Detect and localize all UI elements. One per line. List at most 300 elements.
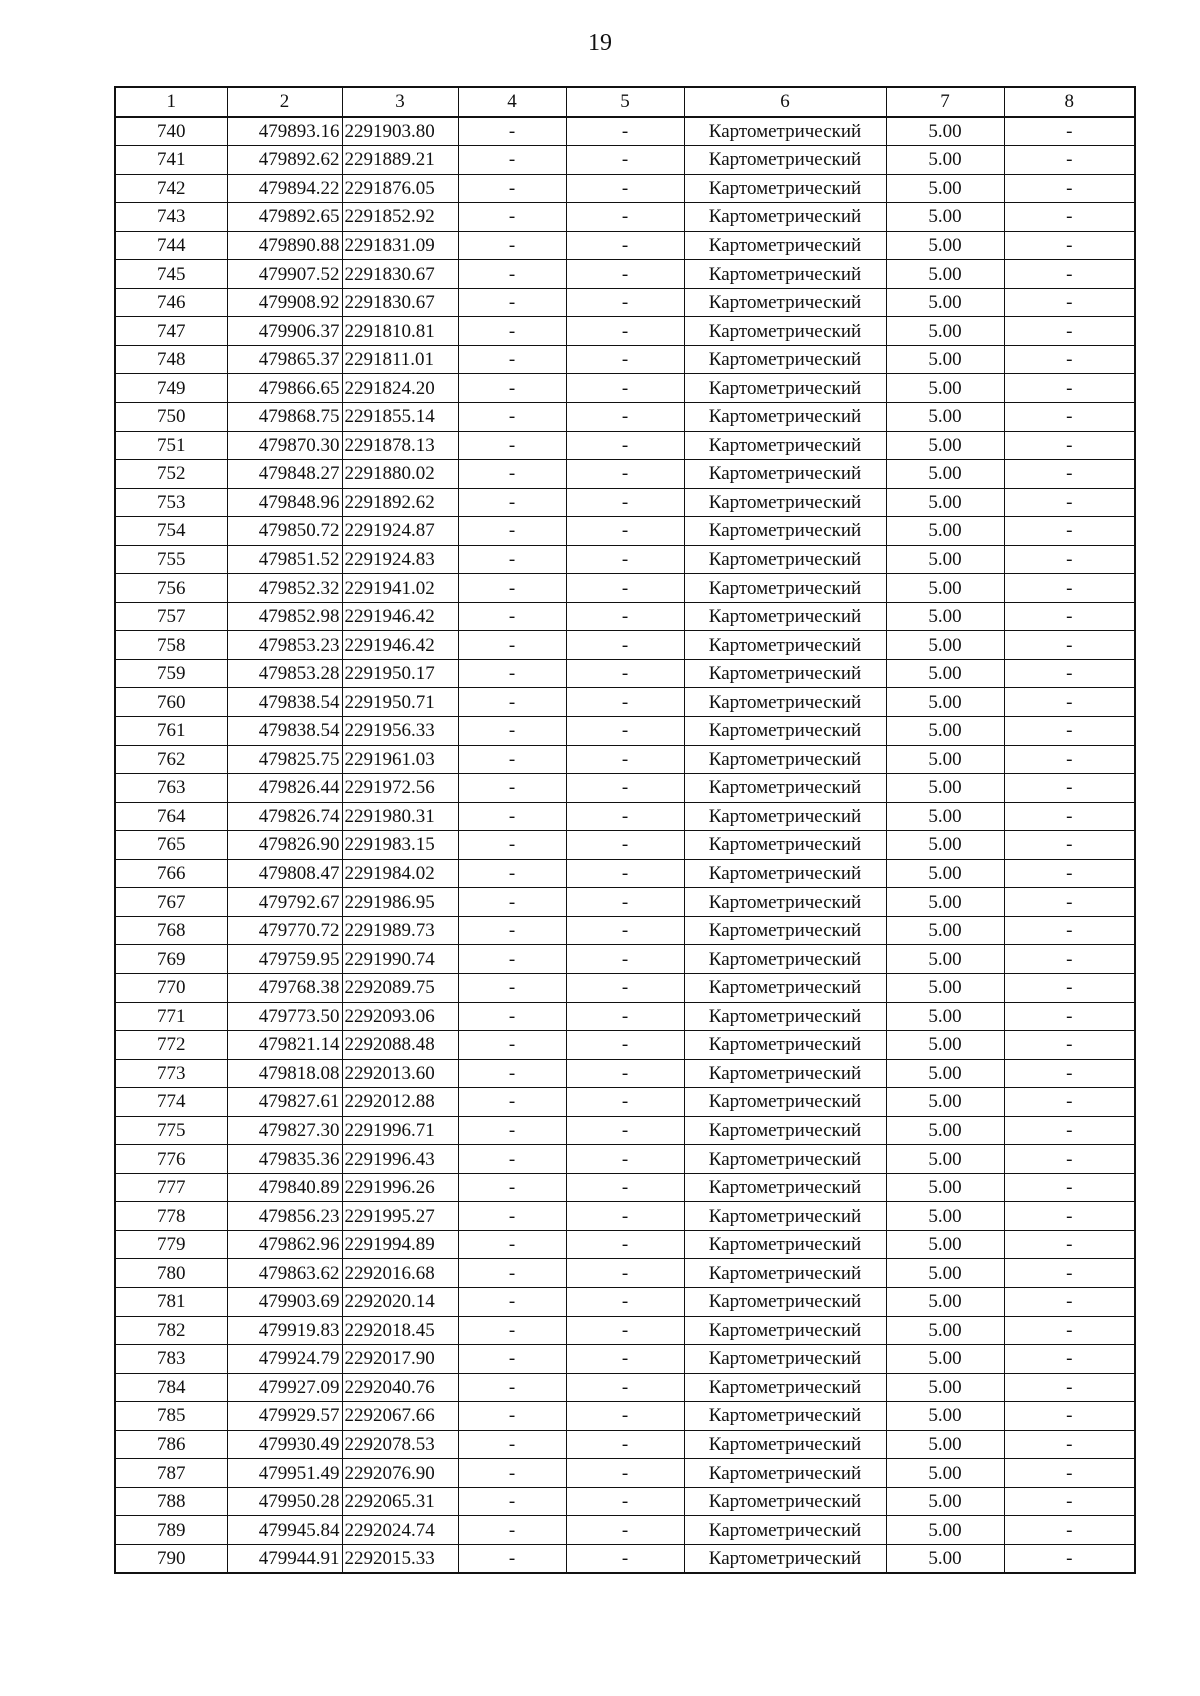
y-coordinate-cell: 2292088.48 xyxy=(342,1031,458,1060)
column-5-cell: - xyxy=(566,631,684,660)
y-coordinate-cell: 2291961.03 xyxy=(342,745,458,774)
x-coordinate-cell: 479863.62 xyxy=(227,1259,342,1288)
column-5-cell: - xyxy=(566,888,684,917)
x-coordinate-cell: 479792.67 xyxy=(227,888,342,917)
column-8-cell: - xyxy=(1004,403,1135,432)
accuracy-cell: 5.00 xyxy=(886,1088,1004,1117)
y-coordinate-cell: 2291984.02 xyxy=(342,859,458,888)
column-8-cell: - xyxy=(1004,1230,1135,1259)
y-coordinate-cell: 2292018.45 xyxy=(342,1316,458,1345)
y-coordinate-cell: 2292020.14 xyxy=(342,1287,458,1316)
table-row xyxy=(115,802,1135,831)
accuracy-cell: 5.00 xyxy=(886,916,1004,945)
x-coordinate-cell: 479848.27 xyxy=(227,460,342,489)
table-row xyxy=(115,631,1135,660)
accuracy-cell: 5.00 xyxy=(886,945,1004,974)
y-coordinate-cell: 2291946.42 xyxy=(342,631,458,660)
x-coordinate-cell: 479853.23 xyxy=(227,631,342,660)
column-8-cell: - xyxy=(1004,945,1135,974)
y-coordinate-cell: 2291824.20 xyxy=(342,374,458,403)
column-5-cell: - xyxy=(566,1345,684,1374)
method-cell: Картометрический xyxy=(684,574,886,603)
accuracy-cell: 5.00 xyxy=(886,260,1004,289)
table-row xyxy=(115,602,1135,631)
column-8-cell: - xyxy=(1004,888,1135,917)
x-coordinate-cell: 479838.54 xyxy=(227,717,342,746)
column-8-cell: - xyxy=(1004,916,1135,945)
method-cell: Картометрический xyxy=(684,1116,886,1145)
column-8-cell: - xyxy=(1004,1459,1135,1488)
method-cell: Картометрический xyxy=(684,1259,886,1288)
column-4-cell: - xyxy=(458,260,566,289)
column-5-cell: - xyxy=(566,317,684,346)
table-row xyxy=(115,745,1135,774)
column-4-cell: - xyxy=(458,1544,566,1573)
accuracy-cell: 5.00 xyxy=(886,659,1004,688)
method-cell: Картометрический xyxy=(684,916,886,945)
point-number-cell: 786 xyxy=(115,1430,227,1459)
method-cell: Картометрический xyxy=(684,203,886,232)
column-4-cell: - xyxy=(458,1345,566,1374)
column-8-cell: - xyxy=(1004,688,1135,717)
column-4-cell: - xyxy=(458,1402,566,1431)
x-coordinate-cell: 479870.30 xyxy=(227,431,342,460)
table-row xyxy=(115,1230,1135,1259)
x-coordinate-cell: 479868.75 xyxy=(227,403,342,432)
accuracy-cell: 5.00 xyxy=(886,545,1004,574)
column-8-cell: - xyxy=(1004,1002,1135,1031)
accuracy-cell: 5.00 xyxy=(886,1230,1004,1259)
column-5-cell: - xyxy=(566,146,684,175)
column-4-cell: - xyxy=(458,631,566,660)
table-row xyxy=(115,374,1135,403)
accuracy-cell: 5.00 xyxy=(886,802,1004,831)
point-number-cell: 788 xyxy=(115,1487,227,1516)
column-4-cell: - xyxy=(458,1145,566,1174)
column-4-cell: - xyxy=(458,774,566,803)
column-4-cell: - xyxy=(458,203,566,232)
y-coordinate-cell: 2291980.31 xyxy=(342,802,458,831)
accuracy-cell: 5.00 xyxy=(886,288,1004,317)
column-4-cell: - xyxy=(458,345,566,374)
column-5-cell: - xyxy=(566,574,684,603)
method-cell: Картометрический xyxy=(684,1145,886,1174)
accuracy-cell: 5.00 xyxy=(886,374,1004,403)
table-row xyxy=(115,174,1135,203)
y-coordinate-cell: 2291990.74 xyxy=(342,945,458,974)
table-row xyxy=(115,1031,1135,1060)
accuracy-cell: 5.00 xyxy=(886,1316,1004,1345)
x-coordinate-cell: 479856.23 xyxy=(227,1202,342,1231)
x-coordinate-cell: 479759.95 xyxy=(227,945,342,974)
table-row xyxy=(115,1287,1135,1316)
column-8-cell: - xyxy=(1004,117,1135,146)
y-coordinate-cell: 2292016.68 xyxy=(342,1259,458,1288)
method-cell: Картометрический xyxy=(684,260,886,289)
y-coordinate-cell: 2292089.75 xyxy=(342,973,458,1002)
column-8-cell: - xyxy=(1004,1487,1135,1516)
point-number-cell: 748 xyxy=(115,345,227,374)
point-number-cell: 757 xyxy=(115,602,227,631)
table-row xyxy=(115,117,1135,146)
point-number-cell: 770 xyxy=(115,973,227,1002)
method-cell: Картометрический xyxy=(684,431,886,460)
x-coordinate-cell: 479950.28 xyxy=(227,1487,342,1516)
accuracy-cell: 5.00 xyxy=(886,688,1004,717)
column-8-cell: - xyxy=(1004,1373,1135,1402)
table-row xyxy=(115,1088,1135,1117)
column-8-cell: - xyxy=(1004,260,1135,289)
method-cell: Картометрический xyxy=(684,602,886,631)
column-8-cell: - xyxy=(1004,574,1135,603)
table-row xyxy=(115,659,1135,688)
column-5-cell: - xyxy=(566,1487,684,1516)
y-coordinate-cell: 2291956.33 xyxy=(342,717,458,746)
column-4-cell: - xyxy=(458,317,566,346)
column-8-cell: - xyxy=(1004,745,1135,774)
y-coordinate-cell: 2291994.89 xyxy=(342,1230,458,1259)
point-number-cell: 780 xyxy=(115,1259,227,1288)
accuracy-cell: 5.00 xyxy=(886,973,1004,1002)
method-cell: Картометрический xyxy=(684,688,886,717)
x-coordinate-cell: 479894.22 xyxy=(227,174,342,203)
point-number-cell: 741 xyxy=(115,146,227,175)
method-cell: Картометрический xyxy=(684,1230,886,1259)
point-number-cell: 777 xyxy=(115,1173,227,1202)
method-cell: Картометрический xyxy=(684,403,886,432)
accuracy-cell: 5.00 xyxy=(886,859,1004,888)
accuracy-cell: 5.00 xyxy=(886,146,1004,175)
table-row xyxy=(115,345,1135,374)
accuracy-cell: 5.00 xyxy=(886,1059,1004,1088)
accuracy-cell: 5.00 xyxy=(886,345,1004,374)
method-cell: Картометрический xyxy=(684,717,886,746)
point-number-cell: 766 xyxy=(115,859,227,888)
table-row xyxy=(115,774,1135,803)
accuracy-cell: 5.00 xyxy=(886,403,1004,432)
accuracy-cell: 5.00 xyxy=(886,1173,1004,1202)
y-coordinate-cell: 2291903.80 xyxy=(342,117,458,146)
y-coordinate-cell: 2292024.74 xyxy=(342,1516,458,1545)
column-5-cell: - xyxy=(566,745,684,774)
table-row xyxy=(115,945,1135,974)
x-coordinate-cell: 479862.96 xyxy=(227,1230,342,1259)
x-coordinate-cell: 479907.52 xyxy=(227,260,342,289)
point-number-cell: 782 xyxy=(115,1316,227,1345)
method-cell: Картометрический xyxy=(684,545,886,574)
y-coordinate-cell: 2291989.73 xyxy=(342,916,458,945)
column-8-cell: - xyxy=(1004,1316,1135,1345)
point-number-cell: 758 xyxy=(115,631,227,660)
column-5-cell: - xyxy=(566,1230,684,1259)
point-number-cell: 779 xyxy=(115,1230,227,1259)
point-number-cell: 763 xyxy=(115,774,227,803)
y-coordinate-cell: 2292017.90 xyxy=(342,1345,458,1374)
x-coordinate-cell: 479852.32 xyxy=(227,574,342,603)
column-5-cell: - xyxy=(566,1173,684,1202)
accuracy-cell: 5.00 xyxy=(886,231,1004,260)
coordinates-table xyxy=(114,86,1136,1574)
point-number-cell: 753 xyxy=(115,488,227,517)
x-coordinate-cell: 479890.88 xyxy=(227,231,342,260)
column-header: 8 xyxy=(1004,87,1135,117)
method-cell: Картометрический xyxy=(684,1402,886,1431)
method-cell: Картометрический xyxy=(684,1173,886,1202)
method-cell: Картометрический xyxy=(684,745,886,774)
y-coordinate-cell: 2291892.62 xyxy=(342,488,458,517)
column-8-cell: - xyxy=(1004,831,1135,860)
table-row xyxy=(115,973,1135,1002)
table-row xyxy=(115,1259,1135,1288)
accuracy-cell: 5.00 xyxy=(886,1459,1004,1488)
column-8-cell: - xyxy=(1004,1031,1135,1060)
point-number-cell: 755 xyxy=(115,545,227,574)
accuracy-cell: 5.00 xyxy=(886,1145,1004,1174)
method-cell: Картометрический xyxy=(684,460,886,489)
point-number-cell: 789 xyxy=(115,1516,227,1545)
column-4-cell: - xyxy=(458,288,566,317)
y-coordinate-cell: 2292093.06 xyxy=(342,1002,458,1031)
column-5-cell: - xyxy=(566,260,684,289)
table-row xyxy=(115,1059,1135,1088)
x-coordinate-cell: 479826.44 xyxy=(227,774,342,803)
accuracy-cell: 5.00 xyxy=(886,1259,1004,1288)
method-cell: Картометрический xyxy=(684,1202,886,1231)
column-5-cell: - xyxy=(566,1116,684,1145)
y-coordinate-cell: 2292067.66 xyxy=(342,1402,458,1431)
table-row xyxy=(115,288,1135,317)
column-5-cell: - xyxy=(566,517,684,546)
table-row xyxy=(115,1345,1135,1374)
method-cell: Картометрический xyxy=(684,1345,886,1374)
accuracy-cell: 5.00 xyxy=(886,1402,1004,1431)
column-4-cell: - xyxy=(458,1459,566,1488)
column-4-cell: - xyxy=(458,1088,566,1117)
column-5-cell: - xyxy=(566,1373,684,1402)
column-4-cell: - xyxy=(458,403,566,432)
method-cell: Картометрический xyxy=(684,1430,886,1459)
column-4-cell: - xyxy=(458,1430,566,1459)
y-coordinate-cell: 2292013.60 xyxy=(342,1059,458,1088)
column-4-cell: - xyxy=(458,488,566,517)
column-8-cell: - xyxy=(1004,174,1135,203)
column-4-cell: - xyxy=(458,688,566,717)
y-coordinate-cell: 2292065.31 xyxy=(342,1487,458,1516)
column-5-cell: - xyxy=(566,1430,684,1459)
x-coordinate-cell: 479848.96 xyxy=(227,488,342,517)
y-coordinate-cell: 2291830.67 xyxy=(342,260,458,289)
method-cell: Картометрический xyxy=(684,231,886,260)
column-8-cell: - xyxy=(1004,973,1135,1002)
point-number-cell: 756 xyxy=(115,574,227,603)
accuracy-cell: 5.00 xyxy=(886,1287,1004,1316)
point-number-cell: 767 xyxy=(115,888,227,917)
y-coordinate-cell: 2291924.83 xyxy=(342,545,458,574)
column-8-cell: - xyxy=(1004,659,1135,688)
column-4-cell: - xyxy=(458,1316,566,1345)
column-5-cell: - xyxy=(566,545,684,574)
method-cell: Картометрический xyxy=(684,659,886,688)
column-5-cell: - xyxy=(566,945,684,974)
page-number: 19 xyxy=(588,30,612,56)
accuracy-cell: 5.00 xyxy=(886,1430,1004,1459)
column-4-cell: - xyxy=(458,1116,566,1145)
column-4-cell: - xyxy=(458,146,566,175)
column-5-cell: - xyxy=(566,602,684,631)
accuracy-cell: 5.00 xyxy=(886,1516,1004,1545)
column-5-cell: - xyxy=(566,403,684,432)
column-5-cell: - xyxy=(566,1516,684,1545)
x-coordinate-cell: 479827.30 xyxy=(227,1116,342,1145)
point-number-cell: 760 xyxy=(115,688,227,717)
point-number-cell: 744 xyxy=(115,231,227,260)
column-4-cell: - xyxy=(458,1287,566,1316)
y-coordinate-cell: 2291996.43 xyxy=(342,1145,458,1174)
method-cell: Картометрический xyxy=(684,859,886,888)
table-row xyxy=(115,1459,1135,1488)
x-coordinate-cell: 479853.28 xyxy=(227,659,342,688)
accuracy-cell: 5.00 xyxy=(886,174,1004,203)
y-coordinate-cell: 2291996.71 xyxy=(342,1116,458,1145)
y-coordinate-cell: 2292078.53 xyxy=(342,1430,458,1459)
column-5-cell: - xyxy=(566,688,684,717)
column-5-cell: - xyxy=(566,1259,684,1288)
column-4-cell: - xyxy=(458,1373,566,1402)
column-5-cell: - xyxy=(566,916,684,945)
column-4-cell: - xyxy=(458,945,566,974)
method-cell: Картометрический xyxy=(684,117,886,146)
y-coordinate-cell: 2291889.21 xyxy=(342,146,458,175)
accuracy-cell: 5.00 xyxy=(886,1487,1004,1516)
method-cell: Картометрический xyxy=(684,1544,886,1573)
table-row xyxy=(115,1402,1135,1431)
point-number-cell: 745 xyxy=(115,260,227,289)
table-row xyxy=(115,260,1135,289)
table-row xyxy=(115,1173,1135,1202)
table-header xyxy=(115,87,1135,117)
method-cell: Картометрический xyxy=(684,1059,886,1088)
table-row xyxy=(115,146,1135,175)
column-8-cell: - xyxy=(1004,1544,1135,1573)
x-coordinate-cell: 479906.37 xyxy=(227,317,342,346)
column-header: 6 xyxy=(684,87,886,117)
y-coordinate-cell: 2291810.81 xyxy=(342,317,458,346)
column-5-cell: - xyxy=(566,802,684,831)
table-row xyxy=(115,888,1135,917)
column-8-cell: - xyxy=(1004,1345,1135,1374)
column-8-cell: - xyxy=(1004,545,1135,574)
x-coordinate-cell: 479924.79 xyxy=(227,1345,342,1374)
table-row xyxy=(115,1430,1135,1459)
accuracy-cell: 5.00 xyxy=(886,1345,1004,1374)
method-cell: Картометрический xyxy=(684,1316,886,1345)
column-4-cell: - xyxy=(458,1516,566,1545)
accuracy-cell: 5.00 xyxy=(886,117,1004,146)
y-coordinate-cell: 2291878.13 xyxy=(342,431,458,460)
method-cell: Картометрический xyxy=(684,973,886,1002)
y-coordinate-cell: 2291880.02 xyxy=(342,460,458,489)
y-coordinate-cell: 2291983.15 xyxy=(342,831,458,860)
x-coordinate-cell: 479865.37 xyxy=(227,345,342,374)
x-coordinate-cell: 479908.92 xyxy=(227,288,342,317)
column-8-cell: - xyxy=(1004,1116,1135,1145)
point-number-cell: 769 xyxy=(115,945,227,974)
point-number-cell: 790 xyxy=(115,1544,227,1573)
column-4-cell: - xyxy=(458,1259,566,1288)
column-4-cell: - xyxy=(458,174,566,203)
point-number-cell: 765 xyxy=(115,831,227,860)
column-5-cell: - xyxy=(566,231,684,260)
point-number-cell: 749 xyxy=(115,374,227,403)
column-8-cell: - xyxy=(1004,631,1135,660)
table-row xyxy=(115,1202,1135,1231)
column-4-cell: - xyxy=(458,916,566,945)
column-header: 4 xyxy=(458,87,566,117)
point-number-cell: 785 xyxy=(115,1402,227,1431)
table-row xyxy=(115,831,1135,860)
x-coordinate-cell: 479826.74 xyxy=(227,802,342,831)
point-number-cell: 762 xyxy=(115,745,227,774)
y-coordinate-cell: 2291986.95 xyxy=(342,888,458,917)
y-coordinate-cell: 2291855.14 xyxy=(342,403,458,432)
y-coordinate-cell: 2291950.71 xyxy=(342,688,458,717)
method-cell: Картометрический xyxy=(684,1287,886,1316)
method-cell: Картометрический xyxy=(684,174,886,203)
method-cell: Картометрический xyxy=(684,488,886,517)
y-coordinate-cell: 2291995.27 xyxy=(342,1202,458,1231)
column-8-cell: - xyxy=(1004,1202,1135,1231)
column-5-cell: - xyxy=(566,1145,684,1174)
x-coordinate-cell: 479919.83 xyxy=(227,1316,342,1345)
column-8-cell: - xyxy=(1004,1145,1135,1174)
y-coordinate-cell: 2291946.42 xyxy=(342,602,458,631)
x-coordinate-cell: 479892.62 xyxy=(227,146,342,175)
method-cell: Картометрический xyxy=(684,517,886,546)
accuracy-cell: 5.00 xyxy=(886,602,1004,631)
column-8-cell: - xyxy=(1004,1173,1135,1202)
table-row xyxy=(115,574,1135,603)
point-number-cell: 754 xyxy=(115,517,227,546)
table-row xyxy=(115,517,1135,546)
x-coordinate-cell: 479927.09 xyxy=(227,1373,342,1402)
table-row xyxy=(115,317,1135,346)
y-coordinate-cell: 2291852.92 xyxy=(342,203,458,232)
table-row xyxy=(115,203,1135,232)
accuracy-cell: 5.00 xyxy=(886,203,1004,232)
column-5-cell: - xyxy=(566,374,684,403)
column-4-cell: - xyxy=(458,1173,566,1202)
point-number-cell: 768 xyxy=(115,916,227,945)
accuracy-cell: 5.00 xyxy=(886,1544,1004,1573)
point-number-cell: 771 xyxy=(115,1002,227,1031)
accuracy-cell: 5.00 xyxy=(886,317,1004,346)
table-row xyxy=(115,231,1135,260)
point-number-cell: 759 xyxy=(115,659,227,688)
column-4-cell: - xyxy=(458,231,566,260)
column-8-cell: - xyxy=(1004,1088,1135,1117)
point-number-cell: 784 xyxy=(115,1373,227,1402)
column-8-cell: - xyxy=(1004,317,1135,346)
y-coordinate-cell: 2292012.88 xyxy=(342,1088,458,1117)
y-coordinate-cell: 2291950.17 xyxy=(342,659,458,688)
column-5-cell: - xyxy=(566,1031,684,1060)
y-coordinate-cell: 2292015.33 xyxy=(342,1544,458,1573)
column-5-cell: - xyxy=(566,831,684,860)
table-row xyxy=(115,1544,1135,1573)
column-8-cell: - xyxy=(1004,203,1135,232)
x-coordinate-cell: 479835.36 xyxy=(227,1145,342,1174)
table-row xyxy=(115,916,1135,945)
